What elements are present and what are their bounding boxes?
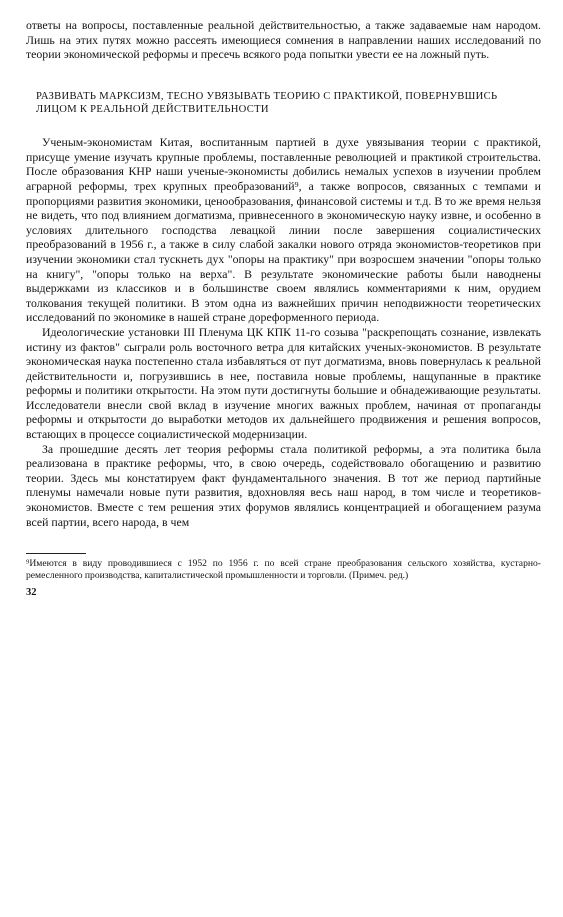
intro-paragraph: ответы на вопросы, поставленные реальной действительностью, а также задаваемые нам народом. Лишь на этих путях можно рассеять имеющиеся сомнения в направлении наших исследований по теории экономической реформы и пресечь всякого рода попытки увести ее на ложный путь. — [26, 18, 541, 62]
body-paragraph-3: За прошедшие десять лет теория реформы стала политикой реформы, а эта политика была реализована в практике реформы, что, в свою очередь, содействовало обогащению и развитию теории. Здесь мы констатируем факт фундаментального значения. В тот же период партийные пленумы намечали новые пути развития, вдохновляя весь наш народ, в том числе и теоретиков-экономистов. Вместе с тем решения этих форумов являлись концентрацией и обогащением разума всей партии, всего народа, в чем — [26, 441, 541, 529]
footnote-divider — [26, 553, 86, 554]
footnote: ⁹Имеются в виду проводившиеся с 1952 по 1956 г. по всей стране преобразования сельского хозяйства, кустарно-ремесленного производства, капиталистической промышленности и торговли. (Примеч. ред.) — [26, 558, 541, 582]
body-paragraph-2: Идеологические установки III Пленума ЦК КПК 11-го созыва "раскрепощать сознание, извлекать истину из фактов" сыграли роль восточного ветра для китайских ученых-экономистов. В результате экономическая наука постепенно стала избавляться от пут догматизма, вновь повернулась к реальной действительности и, погрузившись в нее, поставила новые проблемы, нащупанные в практике реформы и политики открытости. На этом пути достигнуты большие и обнадеживающие результаты. Исследователи внесли свой вклад в изучение многих важных проблем, начиная от пропаганды реформы и открытости до выработки методов их дальнейшего продвижения и решения вопросов, встающих в процессе социалистической модернизации. — [26, 324, 541, 442]
page-number: 32 — [26, 586, 37, 598]
section-heading: РАЗВИВАТЬ МАРКСИЗМ, ТЕСНО УВЯЗЫВАТЬ ТЕОРИЮ С ПРАКТИКОЙ, ПОВЕРНУВШИСЬ ЛИЦОМ К РЕАЛЬНОЙ ДЕЙСТВИТЕЛЬНОСТИ — [36, 90, 498, 115]
body-paragraph-1: Ученым-экономистам Китая, воспитанным партией в духе увязывания теории с практикой, присуще умение изучать крупные проблемы, поставленные революцией и практикой строительства. После образования КНР наши ученые-экономисты добились немалых успехов в изучении проблем аграрной реформы, трех крупных преобразований⁹, а также вопросов, связанных с темпами и пропорциями развития экономики, ценообразования, финансовой системы и т.д. В то же время нельзя не видеть, что под влиянием догматизма, привнесенного в экономическую науку извне, и особенно в условиях длительного господства левацкой линии после завершения социалистических преобразований в 1956 г., а также в силу слабой закалки нового отряда экономистов-теоретиков при изучении экономики стал тускнеть дух "опоры на практику" при возросшем значении "опоры только на книгу", "опоры только на верха". В результате экономические работы были наводнены выдержками из классиков и в большинстве своем являлись комментариями к ним, орудием толкования текущей политики. В этом одна из важнейших причин неподвижности теоретических исследований по экономике в нашей стране дореформенного периода. — [26, 135, 541, 325]
